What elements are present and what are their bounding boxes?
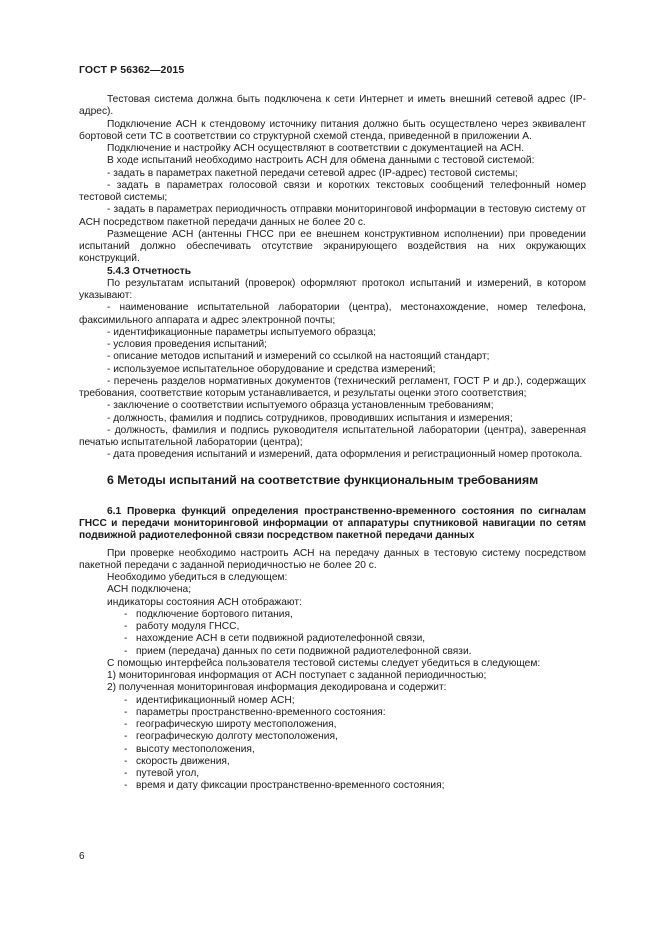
paragraph: Необходимо убедиться в следующем: xyxy=(107,572,288,583)
list-item: - идентификационные параметры испытуемого образца; xyxy=(107,326,376,338)
list-item: - наименование испытательной лаборатории (центра), местонахождение, номер телефона, факсимильного аппарата и адрес электронной почты; xyxy=(79,302,586,326)
paragraph: индикаторы состояния АСН отображают: xyxy=(107,596,302,608)
list-item: - работу модуля ГНСС, xyxy=(124,621,240,632)
paragraph: По результатам испытаний (проверок) оформляют протокол испытаний и измерений, в котором указывают: xyxy=(79,277,586,301)
subsection-title: 6.1 Проверка функций определения пространственно-временного состояния по сигналам ГНСС и передачи мониторинговой информации от аппаратуры спутниковой навигации по сетям подвижной радиотелефонной связи посредством пакетной передачи данных xyxy=(79,505,586,542)
list-item: - заключение о соответствии испытуемого образца установленным требованиям; xyxy=(107,400,494,412)
list-item: - задать в параметрах голосовой связи и коротких текстовых сообщений телефонный номер тестовой системы; xyxy=(79,179,586,203)
paragraph: 1) мониторинговая информация от АСН поступает с заданной периодичностью; xyxy=(107,670,487,681)
list-item: - время и дату фиксации пространственно-временного состояния; xyxy=(124,780,445,792)
list-item: - используемое испытательное оборудование и средства измерений; xyxy=(107,363,436,375)
subsection-title: 5.4.3 Отчетность xyxy=(107,265,191,277)
list-item: - скорость движения, xyxy=(124,755,230,767)
list-item: - должность, фамилия и подпись руководителя испытательной лаборатории (центра), заверенная печатью испытательной лаборатории (центра); xyxy=(79,424,586,448)
list-item: - условия проведения испытаний; xyxy=(107,339,268,350)
list-item: - дата проведения испытаний и измерений, дата оформления и регистрационный номер протокола. xyxy=(107,449,583,461)
list-item: - описание методов испытаний и измерений со ссылкой на настоящий стандарт; xyxy=(107,351,490,363)
list-item: - нахождение АСН в сети подвижной радиотелефонной связи, xyxy=(124,633,426,645)
list-item: - задать в параметрах пакетной передачи сетевой адрес (IP-адрес) тестовой системы; xyxy=(107,167,518,179)
list-item: - путевой угол, xyxy=(124,768,200,779)
paragraph: С помощью интерфейса пользователя тестовой системы следует убедиться в следующем: xyxy=(107,657,541,669)
list-item: - географическую долготу местоположения, xyxy=(124,731,338,743)
list-item: - перечень разделов нормативных документов (технический регламент, ГОСТ Р и др.), содержащих требования, соответствие которым устанавливается, и результаты оценки этого соответствия; xyxy=(79,375,586,399)
paragraph: 2) полученная мониторинговая информация декодирована и содержит: xyxy=(107,682,447,694)
list-item: - высоту местоположения, xyxy=(124,743,255,755)
list-item: - прием (передача) данных по сети подвижной радиотелефонной связи. xyxy=(124,645,472,657)
paragraph: Размещение АСН (антенны ГНСС при ее внешнем конструктивном исполнении) при проведении испытаний должно обеспечивать отсутствие экранирующего воздействия на них окружающих конструкций. xyxy=(79,228,586,265)
page-body xyxy=(79,94,586,793)
paragraph: АСН подключена; xyxy=(107,584,192,596)
list-item: - идентификационный номер АСН; xyxy=(124,694,295,706)
list-item: - географическую широту местоположения, xyxy=(124,719,337,730)
list-item: - подключение бортового питания, xyxy=(124,608,293,620)
page-header-title: ГОСТ Р 56362—2015 xyxy=(79,64,185,76)
section-title: 6 Методы испытаний на соответствие функциональным требованиям xyxy=(107,472,539,487)
paragraph: Подключение АСН к стендовому источнику питания должно быть осуществлено через эквивалент бортовой сети ТС в соответствии со структурной схемой стенда, приведенной в приложении А. xyxy=(79,118,586,142)
list-item: - должность, фамилия и подпись сотрудников, проводивших испытания и измерения; xyxy=(107,412,513,424)
paragraph: Подключение и настройку АСН осуществляют в соответствии с документацией на АСН. xyxy=(107,143,525,154)
paragraph: Тестовая система должна быть подключена к сети Интернет и иметь внешний сетевой адрес (IP-адрес). xyxy=(79,94,586,118)
page-number: 6 xyxy=(79,851,85,862)
paragraph: В ходе испытаний необходимо настроить АСН для обмена данными с тестовой системой: xyxy=(107,155,535,167)
list-item: - параметры пространственно-временного состояния: xyxy=(124,706,386,718)
list-item: - задать в параметрах периодичность отправки мониторинговой информации в тестовую систему от АСН посредством пакетной передачи данных не более 20 с. xyxy=(79,204,586,228)
paragraph: При проверке необходимо настроить АСН на передачу данных в тестовую систему посредством пакетной передачи с заданной периодичностью не более 20 с. xyxy=(79,547,586,571)
